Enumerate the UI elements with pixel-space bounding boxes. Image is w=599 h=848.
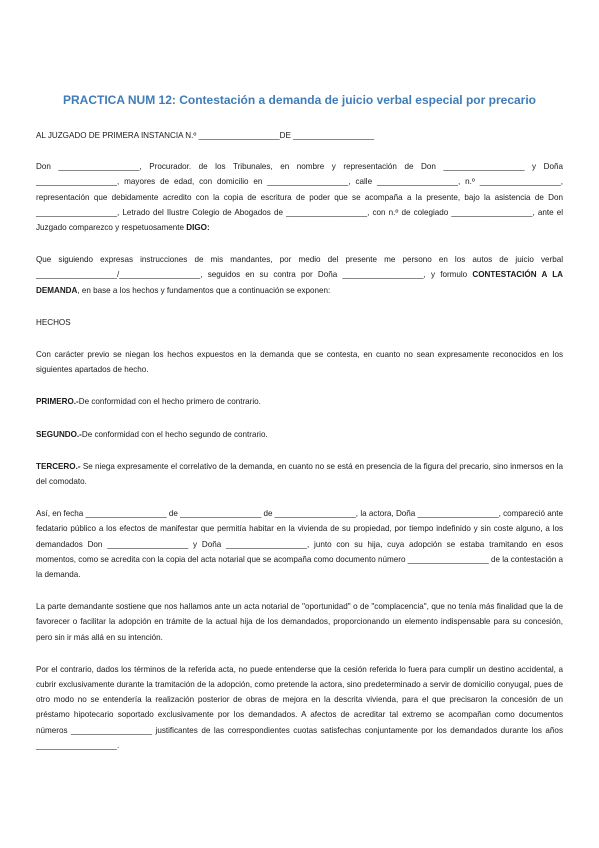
fecha-paragraph: Así, en fecha __________________ de __________________ de __________________, la actora, Doña __________________, compareció ante fedatario público a los efectos de manifestar que permitía habitar en la vivienda de su propiedad, por tiempo indefinido y sin coste alguno, a los demandados Don __________________ y Doña __________________, junto con su hija, cuya adopción se estaba tramitando en esos momentos, como se acredita con la copia del acta notarial que se acompaña como documento número __________________ de la contestación a la demanda.: [36, 509, 563, 580]
complacencia-paragraph: La parte demandante sostiene que nos hallamos ante un acta notarial de "oportunidad" o de "complacencia", que no tenía más finalidad que la de favorecer o facilitar la adopción en trámite de la actual hija de los demandados, proporcionando un elemento indispensable para su concesión, pero sin ir más allá en su intención.: [36, 602, 563, 642]
hechos-heading: HECHOS: [36, 317, 71, 327]
appearance-text: Que siguiendo expresas instrucciones de mis mandantes, por medio del presente me persono en los autos de juicio verbal __________________/__________________, seguidos en su contra por Doña __________________, y formulo: [36, 255, 563, 280]
appearance-paragraph: [36, 252, 563, 298]
tercero-label: TERCERO.-: [36, 461, 81, 471]
digo-label: DIGO:: [186, 223, 210, 233]
document-body: [36, 128, 563, 770]
contestacion-label: CONTESTACIÓN A LA DEMANDA: [36, 270, 563, 295]
appearance-tail: , en base a los hechos y fundamentos que a continuación se exponen:: [77, 285, 331, 295]
tercero-text: Se niega expresamente el correlativo de la demanda, en cuanto no se está en presencia de la figura del precario, sino inmersos en la del comodato.: [36, 461, 563, 487]
fact-segundo: [36, 427, 563, 442]
document-title: PRACTICA NUM 12: Contestación a demanda de juicio verbal especial por precario: [62, 93, 536, 107]
court-heading: AL JUZGADO DE PRIMERA INSTANCIA N.º __________________DE __________________: [36, 131, 375, 140]
primero-label: PRIMERO.-: [36, 397, 79, 407]
fact-tercero: [36, 459, 563, 489]
contrario-paragraph: Por el contrario, dados los términos de la referida acta, no puede entenderse que la cesión referida lo fuera para cumplir un destino accidental, a cubrir exclusivamente durante la tramitación de la adopción, como pretende la actora, sino predeterminado a servir de domicilio conyugal, pues de otro modo no se entendería la realización posterior de obras de mejora en la descrita vivienda, para el que precisaron la concesión de un préstamo hipotecario soportado exclusivamente por los demandados. A afectos de acreditar tal extremo se acompañan como documentos números __________________ justificantes de las correspondientes cuotas satisfechas conjuntamente por los demandados durante los años __________________.: [36, 664, 563, 750]
segundo-label: SEGUNDO.-: [36, 429, 82, 439]
preliminary-paragraph: Con carácter previo se niegan los hechos expuestos en la demanda que se contesta, en cuanto no sean expresamente reconocidos en los siguientes apartados de hecho.: [36, 350, 563, 375]
intro-text: Don __________________, Procurador. de los Tribunales, en nombre y representación de Don __________________ y Doña __________________, mayores de edad, con domicilio en __________________, calle __________________, n.º __________________, representación que debidamente acredito con la copia de escritura de poder que se acompaña a la presente, bajo la asistencia de Don __________________, Letrado del Ilustre Colegio de Abogados de __________________, con n.º de colegiado __________________, ante el Juzgado comparezco y respetuosamente: [36, 162, 563, 233]
segundo-text: De conformidad con el hecho segundo de contrario.: [81, 429, 268, 439]
fact-primero: [36, 394, 563, 409]
intro-paragraph: [36, 159, 563, 235]
primero-text: De conformidad con el hecho primero de contrario.: [78, 397, 261, 407]
